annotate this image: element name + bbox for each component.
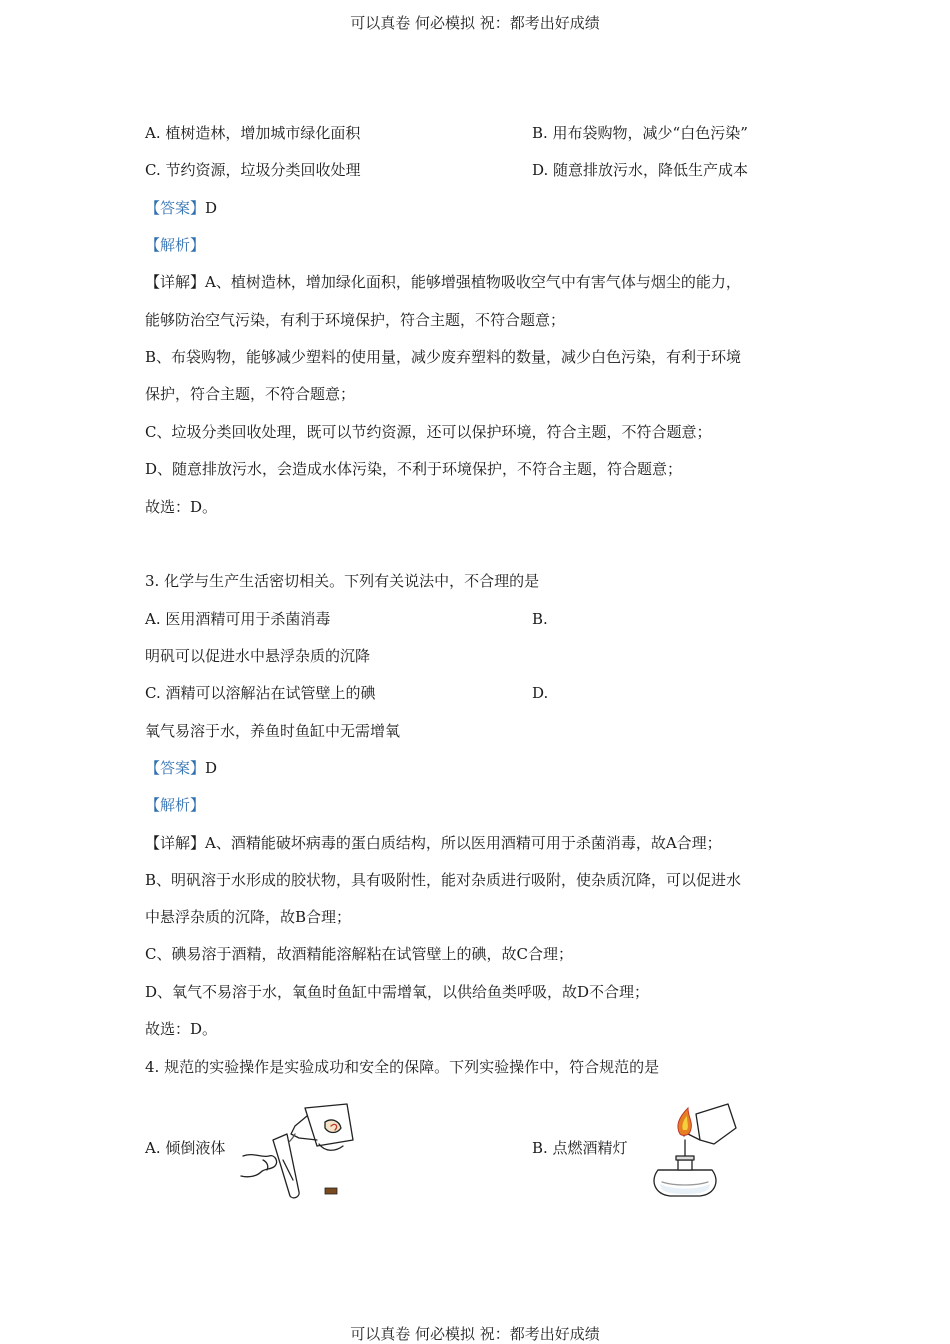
page-footer: 可以真卷 何必模拟 祝：都考出好成绩 — [350, 1325, 600, 1343]
q3-detail-line-2: 中悬浮杂质的沉降，故B合理； — [145, 908, 352, 926]
q4-option-b: B. 点燃酒精灯 — [532, 1139, 628, 1157]
q3-stem: 3. 化学与生产生活密切相关。下列有关说法中，不合理的是 — [145, 572, 540, 590]
q3-option-c: C. 酒精可以溶解沾在试管壁上的碘 — [145, 684, 376, 702]
q2-option-b: B. 用布袋购物，减少“白色污染” — [532, 124, 748, 142]
q4-stem: 4. 规范的实验操作是实验成功和安全的保障。下列实验操作中，符合规范的是 — [145, 1058, 660, 1076]
q3-option-b-text: 明矾可以促进水中悬浮杂质的沉降 — [145, 647, 371, 665]
q2-analysis-tag — [145, 235, 205, 255]
page-header: 可以真卷 何必模拟 祝：都考出好成绩 — [350, 14, 600, 32]
alcohol-lamp-figure — [640, 1100, 740, 1200]
q2-detail-line-3: 保护，符合主题，不符合题意； — [145, 385, 356, 403]
q2-detail-line-0 — [145, 272, 741, 292]
q2-analysis-tag-text: 【解析】 — [145, 236, 206, 254]
q3-option-d-text: 氧气易溶于水，养鱼时鱼缸中无需增氧 — [145, 722, 401, 740]
q2-detail-line-1: 能够防治空气污染，有利于环境保护，符合主题，不符合题意； — [145, 311, 566, 329]
q3-detail-line-3: C、碘易溶于酒精，故酒精能溶解粘在试管壁上的碘，故C合理； — [145, 945, 573, 963]
q3-answer-value: D — [205, 759, 218, 777]
q3-detail-line-5: 故选：D。 — [145, 1020, 218, 1038]
q2-option-a: A. 植树造林，增加城市绿化面积 — [145, 124, 361, 142]
q2-detail-line-4: C、垃圾分类回收处理，既可以节约资源，还可以保护环境，符合主题，不符合题意； — [145, 423, 712, 441]
q3-answer — [145, 758, 217, 778]
q3-detail-line-0 — [145, 833, 722, 853]
q2-detail-tag: 【详解】 — [145, 273, 206, 291]
q3-detail-text-0: A、酒精能破坏病毒的蛋白质结构，所以医用酒精可用于杀菌消毒，故A合理； — [205, 834, 722, 852]
q2-detail-text-0: A、植树造林，增加绿化面积，能够增强植物吸收空气中有害气体与烟尘的能力， — [205, 273, 741, 291]
q2-answer-tag: 【答案】 — [145, 199, 206, 217]
q3-analysis-tag-text: 【解析】 — [145, 796, 206, 814]
q2-answer-value: D — [205, 199, 218, 217]
q3-option-b-label: B. — [532, 610, 548, 628]
q3-detail-line-1: B、明矾溶于水形成的胶状物，具有吸附性，能对杂质进行吸附，使杂质沉降，可以促进水 — [145, 871, 742, 889]
q2-option-d: D. 随意排放污水，降低生产成本 — [532, 161, 749, 179]
q3-detail-line-4: D、氧气不易溶于水，氧鱼时鱼缸中需增氧，以供给鱼类呼吸，故D不合理； — [145, 983, 650, 1001]
q2-option-c: C. 节约资源，垃圾分类回收处理 — [145, 161, 361, 179]
q2-detail-line-5: D、随意排放污水，会造成水体污染，不利于环境保护，不符合主题，符合题意； — [145, 460, 683, 478]
q3-option-a: A. 医用酒精可用于杀菌消毒 — [145, 610, 331, 628]
q3-detail-tag: 【详解】 — [145, 834, 206, 852]
pouring-liquid-figure — [235, 1100, 360, 1205]
q2-detail-line-6: 故选：D。 — [145, 498, 218, 516]
q2-detail-line-2: B、布袋购物，能够减少塑料的使用量，减少废弃塑料的数量，减少白色污染，有利于环境 — [145, 348, 742, 366]
q2-answer — [145, 198, 217, 218]
q3-answer-tag: 【答案】 — [145, 759, 206, 777]
q3-analysis-tag — [145, 795, 205, 815]
q4-option-a: A. 倾倒液体 — [145, 1139, 226, 1157]
q3-option-d-label: D. — [532, 684, 549, 702]
